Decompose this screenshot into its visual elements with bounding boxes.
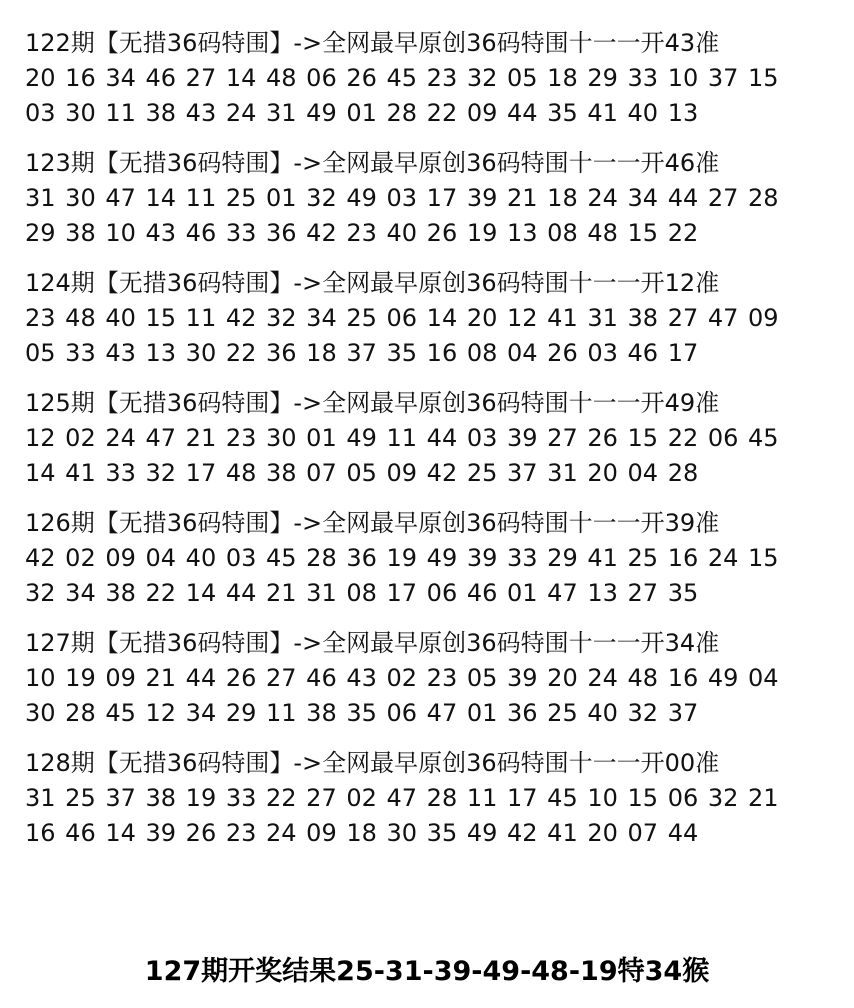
prediction-list (25, 26, 835, 866)
number-row: 14 41 33 32 17 48 38 07 05 09 42 25 37 31 20 04 28 (25, 459, 699, 487)
period-header: 128期【无措36码特围】->全网最早原创36码特围十一一开00准 (25, 749, 720, 777)
period-block-126 (25, 506, 835, 611)
number-row: 42 02 09 04 40 03 45 28 36 19 49 39 33 29 41 25 16 24 15 (25, 544, 779, 572)
number-row: 30 28 45 12 34 29 11 38 35 06 47 01 36 25 40 32 37 (25, 699, 699, 727)
period-header: 127期【无措36码特围】->全网最早原创36码特围十一一开34准 (25, 629, 720, 657)
period-block-127 (25, 626, 835, 731)
period-block-128 (25, 746, 835, 851)
period-header: 123期【无措36码特围】->全网最早原创36码特围十一一开46准 (25, 149, 720, 177)
number-row: 29 38 10 43 46 33 36 42 23 40 26 19 13 08 48 15 22 (25, 219, 699, 247)
period-header: 122期【无措36码特围】->全网最早原创36码特围十一一开43准 (25, 29, 720, 57)
number-row: 03 30 11 38 43 24 31 49 01 28 22 09 44 35 41 40 13 (25, 99, 699, 127)
draw-result-footer: 127期开奖结果25-31-39-49-48-19特34猴 (144, 956, 710, 987)
period-block-125 (25, 386, 835, 491)
number-row: 23 48 40 15 11 42 32 34 25 06 14 20 12 41 31 38 27 47 09 (25, 304, 779, 332)
period-block-124 (25, 266, 835, 371)
number-row: 16 46 14 39 26 23 24 09 18 30 35 49 42 41 20 07 44 (25, 819, 699, 847)
number-row: 20 16 34 46 27 14 48 06 26 45 23 32 05 18 29 33 10 37 15 (25, 64, 779, 92)
period-header: 124期【无措36码特围】->全网最早原创36码特围十一一开12准 (25, 269, 720, 297)
number-row: 32 34 38 22 14 44 21 31 08 17 06 46 01 47 13 27 35 (25, 579, 699, 607)
period-header: 125期【无措36码特围】->全网最早原创36码特围十一一开49准 (25, 389, 720, 417)
number-row: 31 25 37 38 19 33 22 27 02 47 28 11 17 45 10 15 06 32 21 (25, 784, 779, 812)
number-row: 05 33 43 13 30 22 36 18 37 35 16 08 04 26 03 46 17 (25, 339, 699, 367)
period-header: 126期【无措36码特围】->全网最早原创36码特围十一一开39准 (25, 509, 720, 537)
number-row: 12 02 24 47 21 23 30 01 49 11 44 03 39 27 26 15 22 06 45 (25, 424, 779, 452)
number-row: 10 19 09 21 44 26 27 46 43 02 23 05 39 20 24 48 16 49 04 (25, 664, 779, 692)
number-row: 31 30 47 14 11 25 01 32 49 03 17 39 21 18 24 34 44 27 28 (25, 184, 779, 212)
period-block-122 (25, 26, 835, 131)
period-block-123 (25, 146, 835, 251)
